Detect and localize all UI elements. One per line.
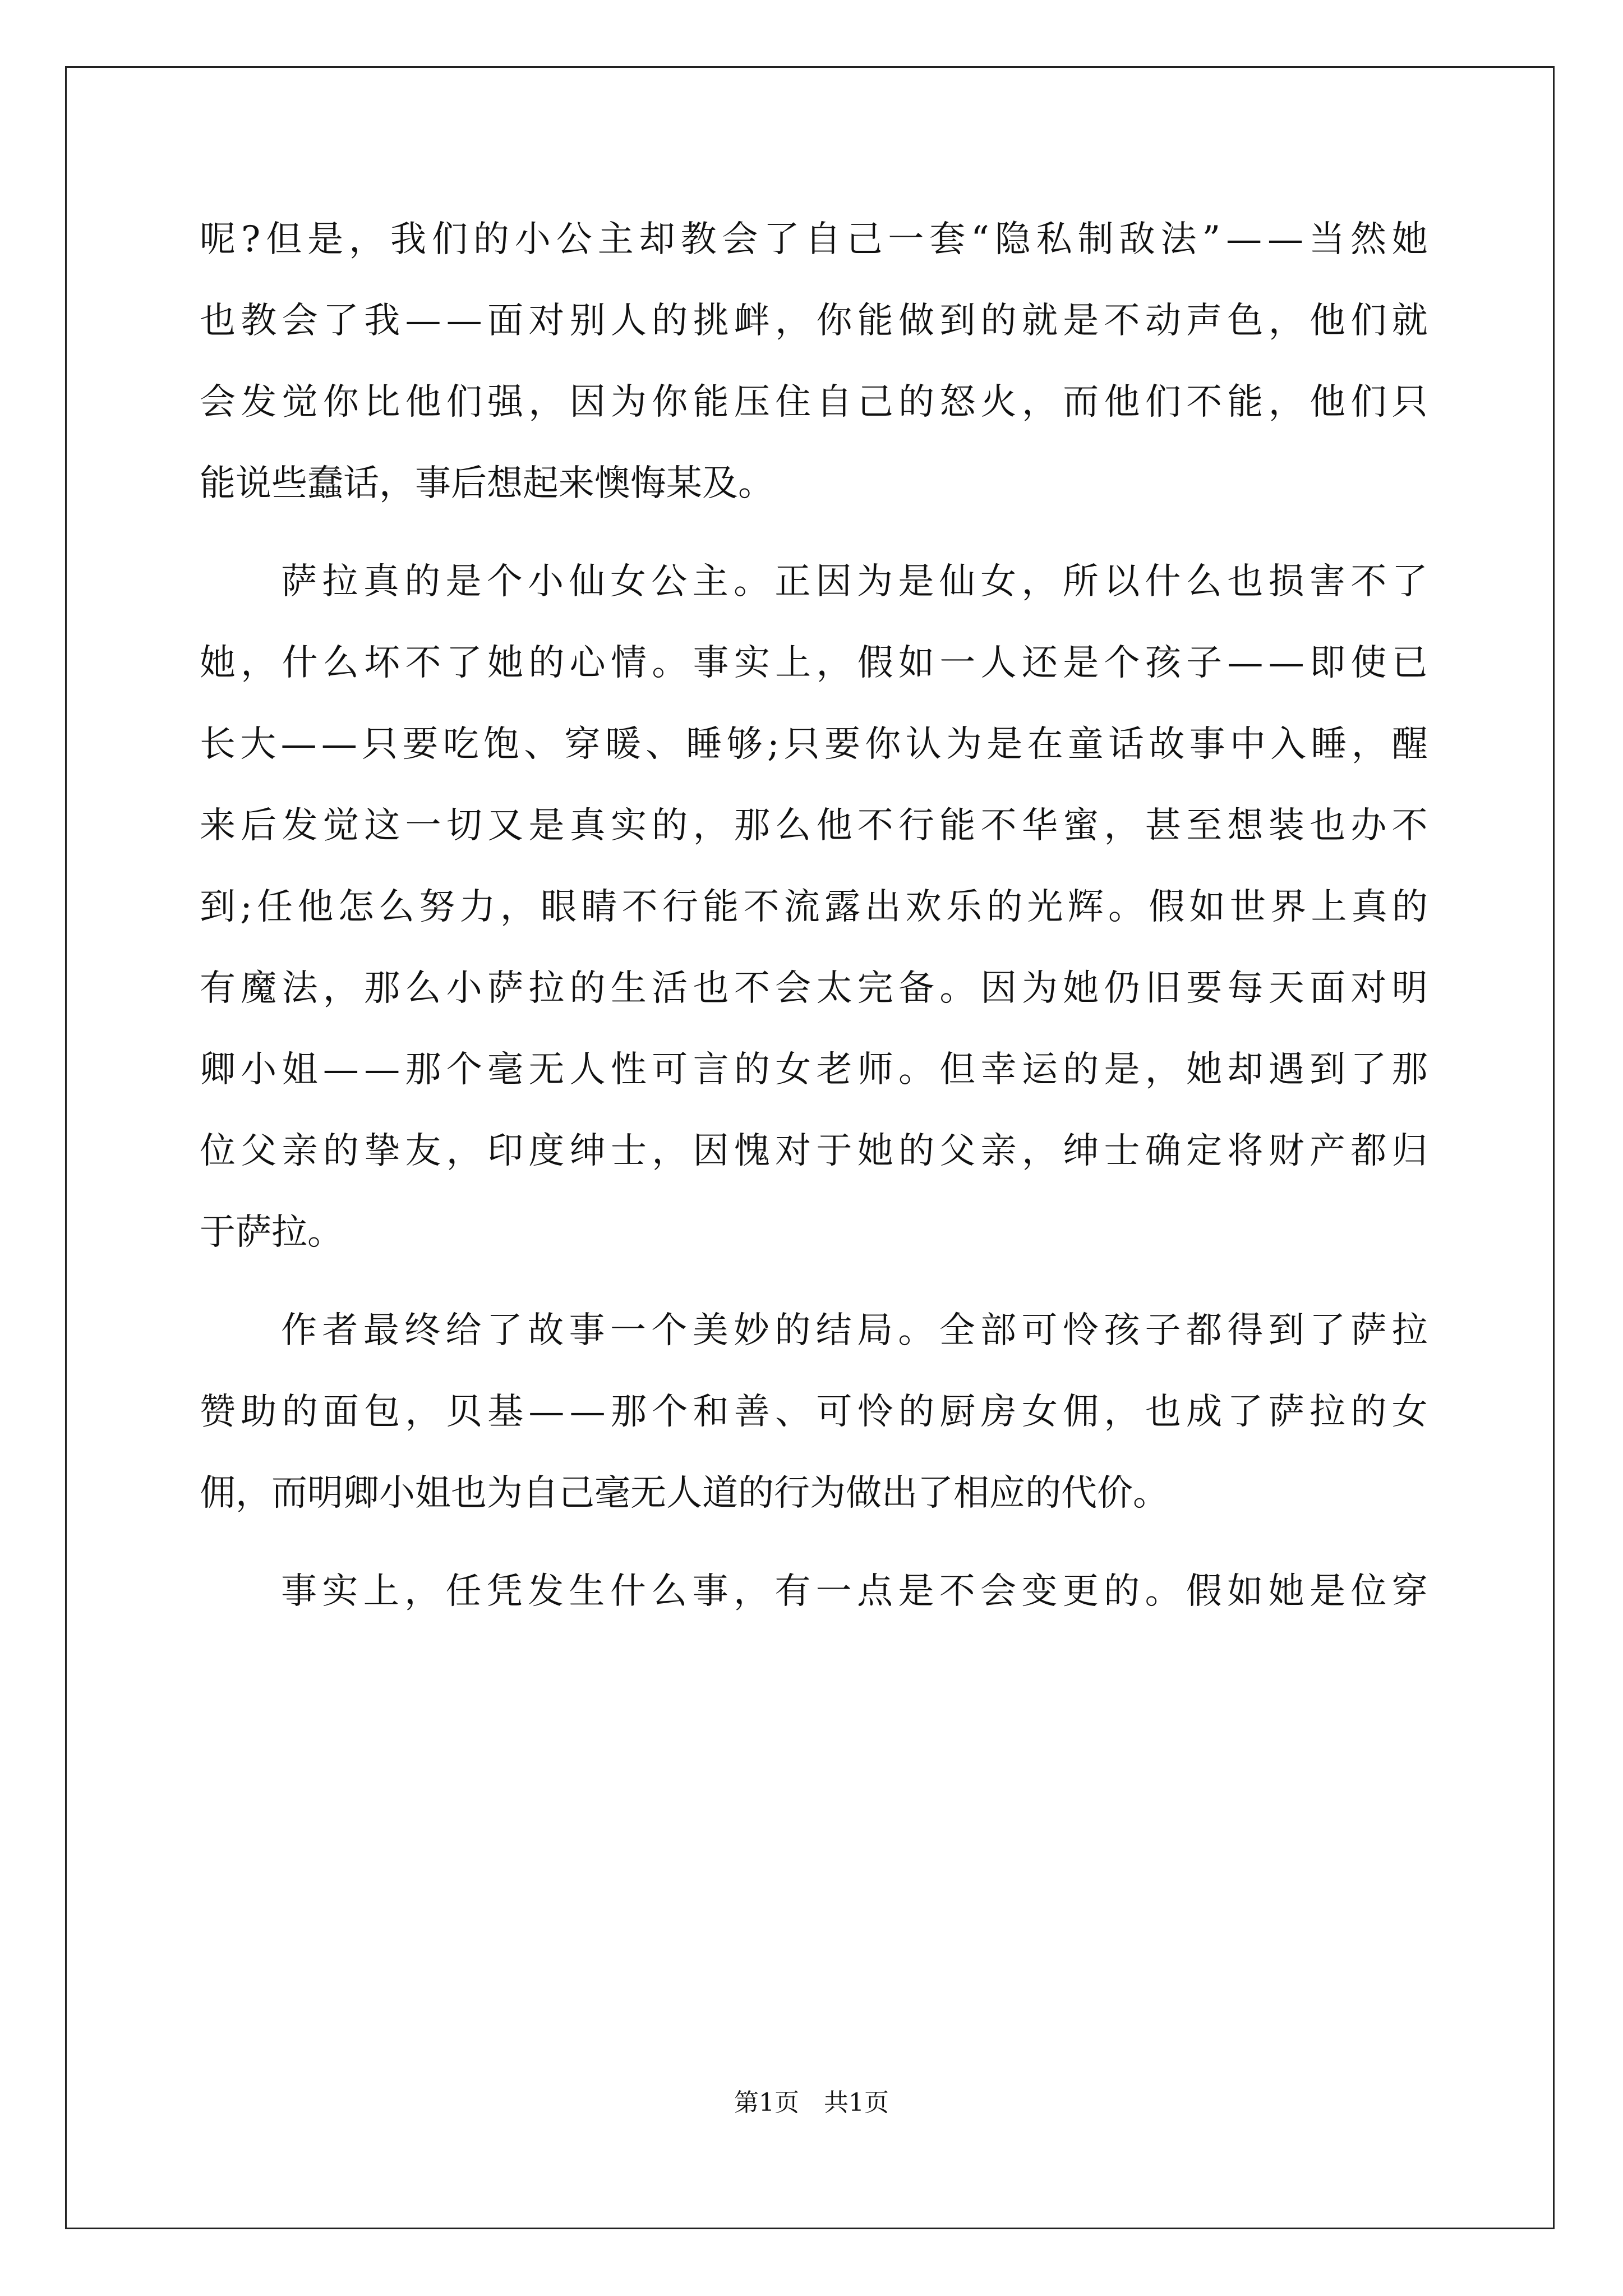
text-line: 事 实 上 ， 任 凭 发 生 什 么 事 ， 有 一 点 是 不 会 变 更 的 。 假 如 她 是 位 穿 (281, 1571, 1428, 1612)
text-line: 位 父 亲 的 挚 友 ， 印 度 绅 士 ， 因 愧 对 于 她 的 父 亲 ， 绅 士 确 定 将 财 产 都 归 (200, 1130, 1428, 1172)
page-number: 第1页 共1页 (734, 2088, 889, 2117)
text-line: 佣，而明卿小姐也为自己毫无人道的行为做出了相应的代价。 (200, 1473, 1169, 1514)
text-line: 萨 拉 真 的 是 个 小 仙 女 公 主 。 正 因 为 是 仙 女 ， 所 以 什 么 也 损 害 不 了 (281, 561, 1428, 602)
text-line: 有 魔 法 ， 那 么 小 萨 拉 的 生 活 也 不 会 太 完 备 。 因 为 她 仍 旧 要 每 天 面 对 明 (200, 968, 1428, 1009)
text-line: 卿 小 姐 — — 那 个 毫 无 人 性 可 言 的 女 老 师 。 但 幸 运 的 是 ， 她 却 遇 到 了 那 (200, 1049, 1428, 1091)
text-line: 能说些蠢话，事后想起来懊悔某及。 (200, 463, 774, 504)
text-line: 她 ， 什 么 坏 不 了 她 的 心 情 。 事 实 上 ， 假 如 一 人 还 是 个 孩 子 — — 即 使 已 (200, 642, 1428, 684)
text-line: 也 教 会 了 我 — — 面 对 别 人 的 挑 衅 ， 你 能 做 到 的 就 是 不 动 声 色 ， 他 们 就 (200, 300, 1428, 342)
text-line: 到 ; 任 他 怎 么 努 力 ， 眼 睛 不 行 能 不 流 露 出 欢 乐 的 光 辉 。 假 如 世 界 上 真 的 (200, 886, 1428, 928)
text-line: 来 后 发 觉 这 一 切 又 是 真 实 的 ， 那 么 他 不 行 能 不 华 蜜 ， 甚 至 想 装 也 办 不 (200, 805, 1428, 846)
text-line: 于萨拉。 (200, 1212, 343, 1253)
text-line: 作 者 最 终 给 了 故 事 一 个 美 妙 的 结 局 。 全 部 可 怜 孩 子 都 得 到 了 萨 拉 (281, 1310, 1428, 1351)
text-line: 长 大 — — 只 要 吃 饱 、 穿 暖 、 睡 够 ; 只 要 你 认 为 是 在 童 话 故 事 中 入 睡 ， 醒 (200, 724, 1428, 765)
text-line: 呢 ? 但 是 ， 我 们 的 小 公 主 却 教 会 了 自 己 一 套 “ 隐 私 制 敌 法 ” — — 当 然 她 (200, 219, 1428, 260)
text-line: 赞 助 的 面 包 ， 贝 基 — — 那 个 和 善 、 可 怜 的 厨 房 女 佣 ， 也 成 了 萨 拉 的 女 (200, 1391, 1428, 1433)
document-body (200, 219, 1428, 1655)
text-line: 会 发 觉 你 比 他 们 强 ， 因 为 你 能 压 住 自 己 的 怒 火 ， 而 他 们 不 能 ， 他 们 只 (200, 381, 1428, 423)
